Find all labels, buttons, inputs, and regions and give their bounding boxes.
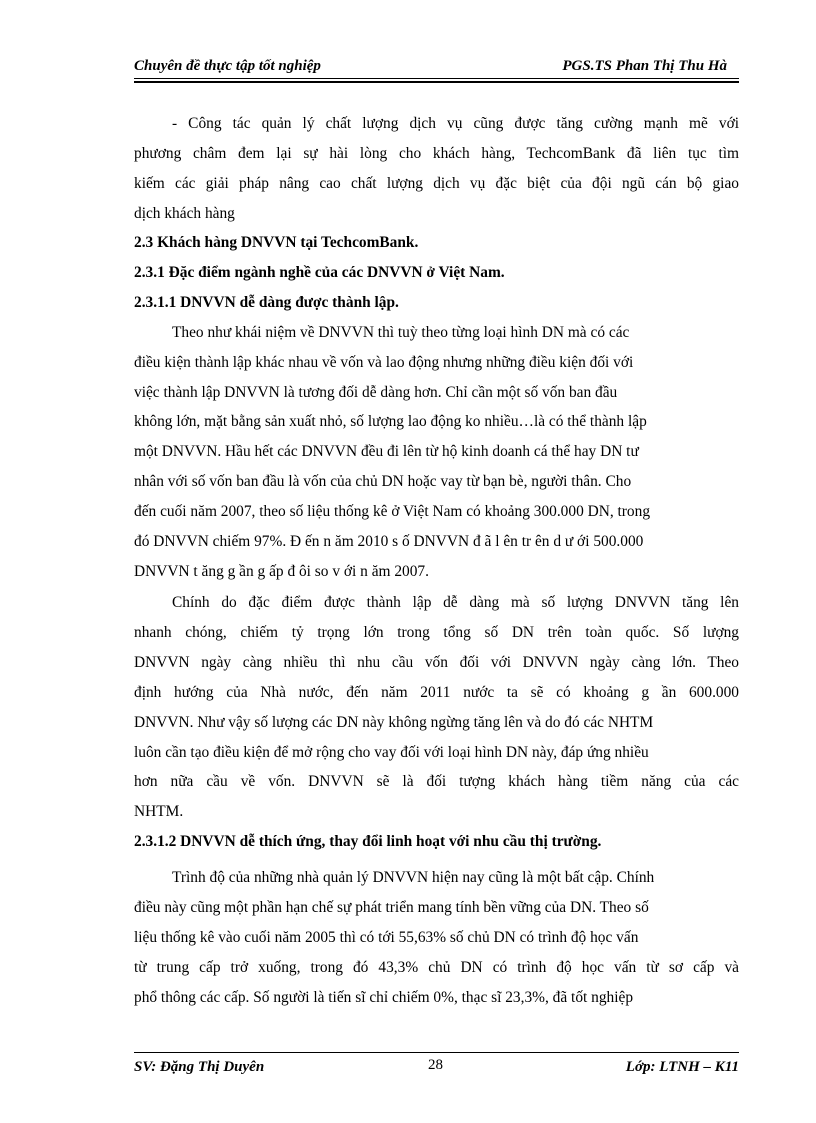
footer-rule [134,1052,739,1053]
paragraph-line: liệu thống kê vào cuối năm 2005 thì có tới 55,63% số chủ DN có trình độ học vấn [134,929,639,946]
paragraph-line: kiếm các giải pháp nâng cao chất lượng dịch vụ đặc biệt của đội ngũ cán bộ giao [134,175,739,192]
page-footer [134,1057,739,1081]
paragraph-line: định hướng của Nhà nước, đến năm 2011 nước ta sẽ có khoảng g ần 600.000 [134,684,739,701]
paragraph-line: DNVVN. Như vậy số lượng các DN này không ngừng tăng lên và do đó các NHTM [134,714,654,731]
paragraph-line: điều kiện thành lập khác nhau về vốn và lao động nhưng những điều kiện đối với [134,354,634,371]
paragraph-line: không lớn, mặt bằng sản xuất nhỏ, số lượng lao động ko nhiều…là có thể thành lập [134,413,647,430]
paragraph-line: hơn nữa cầu về vốn. DNVVN sẽ là đối tượng khách hàng tiềm năng của các [134,773,739,790]
paragraph-line: nhân với số vốn ban đầu là vốn của chủ DN hoặc vay từ bạn bè, người thân. Cho [134,473,632,490]
header-rule-thick [134,81,739,83]
subsection-heading: 2.3.1 Đặc điểm ngành nghề của các DNVVN ở Việt Nam. [134,264,505,281]
paragraph-line: từ trung cấp trở xuống, trong đó 43,3% chủ DN có trình độ học vấn từ sơ cấp và [134,959,739,976]
paragraph-line: luôn cần tạo điều kiện để mở rộng cho vay đối với loại hình DN này, đáp ứng nhiều [134,744,649,761]
paragraph-line: dịch khách hàng [134,205,235,222]
paragraph-line: NHTM. [134,803,184,820]
paragraph-line: việc thành lập DNVVN là tương đối dễ dàng hơn. Chỉ cần một số vốn ban đầu [134,384,618,401]
paragraph-line: DNVVN t ăng g ần g ấp đ ôi so v ới n ăm 2007. [134,563,429,580]
paragraph-line: DNVVN ngày càng nhiều thì nhu cầu vốn đối với DNVVN ngày càng lớn. Theo [134,654,739,671]
footer-class: Lớp: LTNH – K11 [625,1059,739,1075]
page-number: 28 [428,1057,443,1073]
section-heading: 2.3 Khách hàng DNVVN tại TechcomBank. [134,234,419,251]
paragraph-line: đó DNVVN chiếm 97%. Đ ến n ăm 2010 s ố DNVVN đ ã l ên tr ên d ư ới 500.000 [134,533,644,550]
header-author: PGS.TS Phan Thị Thu Hà [562,58,727,74]
paragraph-line: Trình độ của những nhà quản lý DNVVN hiện nay cũng là một bất cập. Chính [172,869,655,886]
paragraph-line: nhanh chóng, chiếm tỷ trọng lớn trong tổng số DN trên toàn quốc. Số lượng [134,624,739,641]
paragraph-line: điều này cũng một phần hạn chế sự phát triển mang tính bền vững của DN. Theo số [134,899,649,916]
paragraph-line: phương châm đem lại sự hài lòng cho khách hàng, TechcomBank đã liên tục tìm [134,145,739,162]
subsubsection-heading: 2.3.1.1 DNVVN dễ dàng được thành lập. [134,294,399,311]
paragraph-line: Chính do đặc điểm được thành lập dễ dàng mà số lượng DNVVN tăng lên [172,594,739,611]
paragraph-line: một DNVVN. Hầu hết các DNVVN đều đi lên từ hộ kinh doanh cá thể hay DN tư [134,443,639,460]
paragraph-line: - Công tác quản lý chất lượng dịch vụ cũng được tăng cường mạnh mẽ với [172,115,739,132]
header-title: Chuyên đề thực tập tốt nghiệp [134,58,321,74]
header-rule [134,78,739,79]
footer-student: SV: Đặng Thị Duyên [134,1059,265,1075]
paragraph-line: đến cuối năm 2007, theo số liệu thống kê ở Việt Nam có khoảng 300.000 DN, trong [134,503,651,520]
paragraph-line: Theo như khái niệm về DNVVN thì tuỳ theo từng loại hình DN mà có các [172,324,630,341]
paragraph-line: phổ thông các cấp. Số người là tiến sĩ chỉ chiếm 0%, thạc sĩ 23,3%, đã tốt nghiệp [134,989,634,1006]
subsubsection-heading: 2.3.1.2 DNVVN dễ thích ứng, thay đổi linh hoạt với nhu cầu thị trường. [134,833,602,850]
